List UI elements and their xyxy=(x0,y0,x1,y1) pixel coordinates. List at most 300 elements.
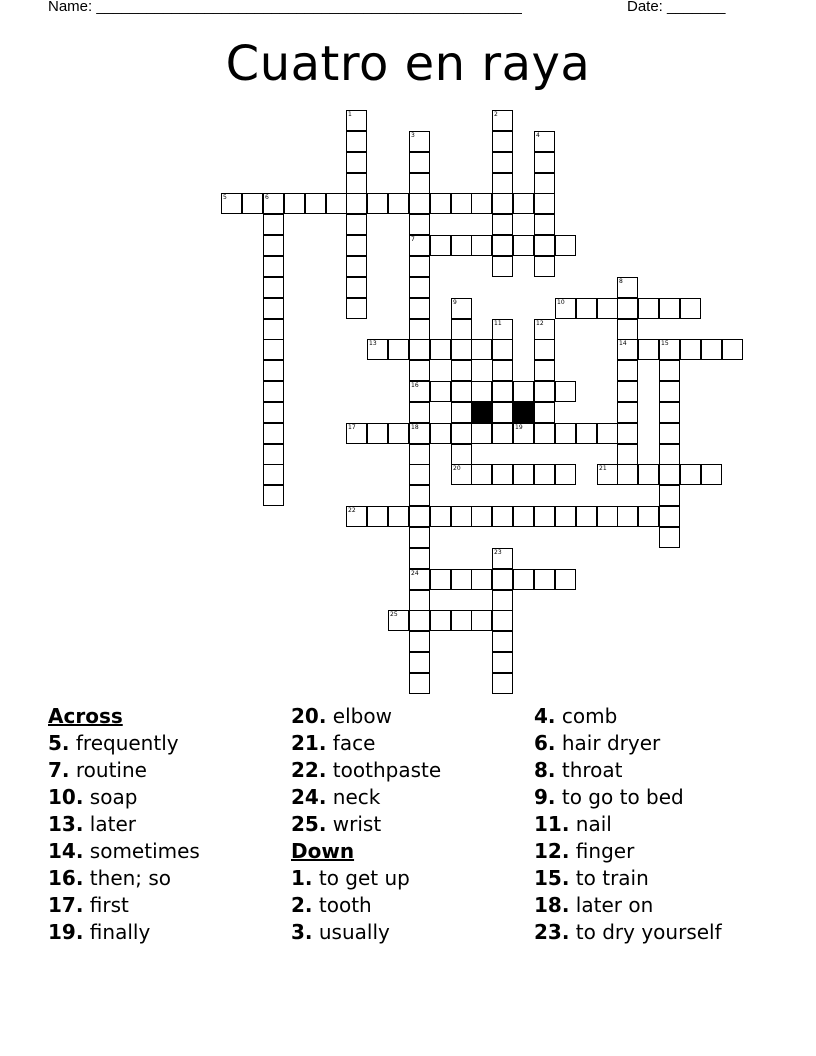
clue-item-number: 9. xyxy=(534,785,556,809)
clue-item xyxy=(534,757,722,784)
grid-cell[interactable] xyxy=(492,360,513,381)
grid-cell[interactable] xyxy=(451,235,472,256)
grid-cell[interactable] xyxy=(346,173,367,194)
grid-cell[interactable] xyxy=(513,235,534,256)
clue-item-text: sometimes xyxy=(83,839,200,863)
grid-cell[interactable] xyxy=(534,256,555,277)
grid-cell[interactable] xyxy=(346,423,367,444)
grid-cell[interactable] xyxy=(513,569,534,590)
grid-cell[interactable] xyxy=(409,235,430,256)
grid-cell[interactable] xyxy=(534,402,555,423)
grid-cell[interactable] xyxy=(659,423,680,444)
grid-cell[interactable] xyxy=(367,339,388,360)
grid-cell[interactable] xyxy=(659,402,680,423)
clue-item-text: throat xyxy=(555,758,623,782)
clue-item xyxy=(48,919,200,946)
grid-cell[interactable] xyxy=(409,319,430,340)
grid-cell[interactable] xyxy=(346,131,367,152)
clue-item-number: 14. xyxy=(48,839,84,863)
grid-cell[interactable] xyxy=(555,506,576,527)
clue-number: 14 xyxy=(619,340,627,347)
grid-cell[interactable] xyxy=(451,339,472,360)
grid-cell[interactable] xyxy=(617,381,638,402)
grid-cell[interactable] xyxy=(659,360,680,381)
clue-item-text: to go to bed xyxy=(555,785,684,809)
grid-cell[interactable] xyxy=(638,339,659,360)
grid-cell[interactable] xyxy=(471,610,492,631)
clue-item-text: frequently xyxy=(69,731,179,755)
grid-cell[interactable] xyxy=(346,152,367,173)
grid-cell[interactable] xyxy=(638,464,659,485)
clue-item-number: 19. xyxy=(48,920,84,944)
clue-item-text: then; so xyxy=(83,866,172,890)
grid-cell[interactable] xyxy=(492,673,513,694)
grid-cell[interactable] xyxy=(492,652,513,673)
clue-item-number: 1. xyxy=(291,866,313,890)
clue-item xyxy=(534,811,722,838)
grid-cell[interactable] xyxy=(471,235,492,256)
grid-cell[interactable] xyxy=(492,569,513,590)
grid-cell[interactable] xyxy=(388,339,409,360)
grid-cell[interactable] xyxy=(534,360,555,381)
clue-number: 25 xyxy=(390,611,398,618)
grid-cell[interactable] xyxy=(659,339,680,360)
clue-item-text: to get up xyxy=(312,866,410,890)
clue-item xyxy=(291,784,441,811)
grid-cell[interactable] xyxy=(513,381,534,402)
grid-cell[interactable] xyxy=(263,214,284,235)
grid-cell[interactable] xyxy=(409,631,430,652)
clue-item-number: 17. xyxy=(48,893,84,917)
grid-cell[interactable] xyxy=(409,485,430,506)
grid-cell[interactable] xyxy=(326,193,347,214)
grid-cell[interactable] xyxy=(617,298,638,319)
clue-item xyxy=(291,730,441,757)
clue-number: 11 xyxy=(494,320,502,327)
clue-item xyxy=(534,919,722,946)
clue-item xyxy=(534,730,722,757)
grid-cell[interactable] xyxy=(430,569,451,590)
clue-item-text: tooth xyxy=(312,893,372,917)
grid-cell[interactable] xyxy=(492,402,513,423)
grid-block xyxy=(513,402,534,423)
grid-cell[interactable] xyxy=(492,193,513,214)
grid-cell[interactable] xyxy=(284,193,305,214)
grid-cell[interactable] xyxy=(430,506,451,527)
clue-item xyxy=(534,784,722,811)
clue-item xyxy=(291,892,441,919)
clue-item xyxy=(48,730,200,757)
grid-cell[interactable] xyxy=(409,214,430,235)
grid-cell[interactable] xyxy=(451,298,472,319)
grid-cell[interactable] xyxy=(617,339,638,360)
grid-cell[interactable] xyxy=(451,569,472,590)
clue-number: 13 xyxy=(369,340,377,347)
grid-cell[interactable] xyxy=(409,152,430,173)
grid-cell[interactable] xyxy=(409,548,430,569)
grid-cell[interactable] xyxy=(430,193,451,214)
grid-cell[interactable] xyxy=(722,339,743,360)
grid-cell[interactable] xyxy=(451,360,472,381)
clue-item-number: 13. xyxy=(48,812,84,836)
grid-cell[interactable] xyxy=(680,298,701,319)
clue-item-text: finally xyxy=(83,920,151,944)
grid-cell[interactable] xyxy=(492,631,513,652)
clue-item-text: comb xyxy=(555,704,618,728)
clue-item-text: toothpaste xyxy=(326,758,442,782)
grid-cell[interactable] xyxy=(492,131,513,152)
grid-cell[interactable] xyxy=(263,444,284,465)
clue-item-number: 12. xyxy=(534,839,570,863)
clue-item-text: hair dryer xyxy=(555,731,661,755)
clue-item-text: soap xyxy=(83,785,138,809)
grid-cell[interactable] xyxy=(263,423,284,444)
grid-cell[interactable] xyxy=(617,402,638,423)
grid-cell[interactable] xyxy=(617,319,638,340)
grid-cell[interactable] xyxy=(534,173,555,194)
grid-cell[interactable] xyxy=(346,193,367,214)
grid-cell[interactable] xyxy=(492,339,513,360)
clue-number: 4 xyxy=(536,132,540,139)
grid-cell[interactable] xyxy=(492,173,513,194)
grid-cell[interactable] xyxy=(617,506,638,527)
clue-item-number: 11. xyxy=(534,812,570,836)
grid-cell[interactable] xyxy=(221,193,242,214)
clue-heading: Down xyxy=(291,839,355,863)
grid-cell[interactable] xyxy=(263,360,284,381)
grid-cell[interactable] xyxy=(263,235,284,256)
grid-cell[interactable] xyxy=(451,381,472,402)
grid-cell[interactable] xyxy=(409,423,430,444)
grid-cell[interactable] xyxy=(513,193,534,214)
clue-item-number: 23. xyxy=(534,920,570,944)
clue-number: 9 xyxy=(453,299,457,306)
grid-cell[interactable] xyxy=(492,506,513,527)
grid-cell[interactable] xyxy=(513,464,534,485)
clue-item xyxy=(48,757,200,784)
clue-number: 21 xyxy=(599,465,607,472)
clue-item xyxy=(534,865,722,892)
grid-cell[interactable] xyxy=(409,360,430,381)
grid-cell[interactable] xyxy=(409,131,430,152)
clue-item-number: 7. xyxy=(48,758,70,782)
grid-cell[interactable] xyxy=(451,193,472,214)
grid-cell[interactable] xyxy=(492,110,513,131)
grid-cell[interactable] xyxy=(263,381,284,402)
clue-item xyxy=(291,703,441,730)
grid-block xyxy=(471,402,492,423)
grid-cell[interactable] xyxy=(638,298,659,319)
grid-cell[interactable] xyxy=(555,298,576,319)
grid-cell[interactable] xyxy=(659,381,680,402)
grid-cell[interactable] xyxy=(242,193,263,214)
grid-cell[interactable] xyxy=(534,381,555,402)
clue-item xyxy=(291,919,441,946)
grid-cell[interactable] xyxy=(534,235,555,256)
grid-cell[interactable] xyxy=(430,381,451,402)
grid-cell[interactable] xyxy=(617,464,638,485)
grid-cell[interactable] xyxy=(492,381,513,402)
clue-item-number: 8. xyxy=(534,758,556,782)
clue-number: 16 xyxy=(411,382,419,389)
clue-item-text: later on xyxy=(569,893,654,917)
grid-cell[interactable] xyxy=(471,464,492,485)
grid-cell[interactable] xyxy=(451,402,472,423)
grid-cell[interactable] xyxy=(534,423,555,444)
grid-cell[interactable] xyxy=(409,381,430,402)
grid-cell[interactable] xyxy=(263,485,284,506)
grid-cell[interactable] xyxy=(388,506,409,527)
grid-cell[interactable] xyxy=(680,464,701,485)
clue-item-text: finger xyxy=(569,839,635,863)
clue-item xyxy=(48,811,200,838)
grid-cell[interactable] xyxy=(409,256,430,277)
grid-cell[interactable] xyxy=(534,319,555,340)
grid-cell[interactable] xyxy=(555,423,576,444)
grid-cell[interactable] xyxy=(263,193,284,214)
clue-number: 20 xyxy=(453,465,461,472)
clue-item-text: face xyxy=(326,731,376,755)
grid-cell[interactable] xyxy=(492,590,513,611)
grid-cell[interactable] xyxy=(346,235,367,256)
grid-cell[interactable] xyxy=(534,464,555,485)
grid-cell[interactable] xyxy=(451,444,472,465)
grid-cell[interactable] xyxy=(451,423,472,444)
grid-cell[interactable] xyxy=(409,339,430,360)
grid-cell[interactable] xyxy=(388,423,409,444)
grid-cell[interactable] xyxy=(534,506,555,527)
clue-item-text: first xyxy=(83,893,129,917)
clue-item-number: 15. xyxy=(534,866,570,890)
grid-cell[interactable] xyxy=(659,485,680,506)
grid-cell[interactable] xyxy=(617,360,638,381)
grid-cell[interactable] xyxy=(367,193,388,214)
clue-item-number: 20. xyxy=(291,704,327,728)
clue-item xyxy=(48,865,200,892)
grid-cell[interactable] xyxy=(471,423,492,444)
clue-item-number: 21. xyxy=(291,731,327,755)
grid-cell[interactable] xyxy=(409,464,430,485)
grid-cell[interactable] xyxy=(492,256,513,277)
grid-cell[interactable] xyxy=(534,214,555,235)
grid-cell[interactable] xyxy=(388,610,409,631)
grid-cell[interactable] xyxy=(346,506,367,527)
grid-cell[interactable] xyxy=(409,444,430,465)
clue-item xyxy=(534,703,722,730)
grid-cell[interactable] xyxy=(409,610,430,631)
grid-cell[interactable] xyxy=(346,298,367,319)
clue-item-number: 25. xyxy=(291,812,327,836)
clue-item xyxy=(48,892,200,919)
grid-cell[interactable] xyxy=(492,610,513,631)
clue-number: 5 xyxy=(223,194,227,201)
grid-cell[interactable] xyxy=(409,277,430,298)
page-title: Cuatro en raya xyxy=(225,36,591,92)
grid-cell[interactable] xyxy=(576,423,597,444)
grid-cell[interactable] xyxy=(555,381,576,402)
grid-cell[interactable] xyxy=(263,277,284,298)
grid-cell[interactable] xyxy=(555,464,576,485)
clue-item-text: neck xyxy=(326,785,381,809)
grid-cell[interactable] xyxy=(534,339,555,360)
grid-cell[interactable] xyxy=(492,423,513,444)
grid-cell[interactable] xyxy=(409,569,430,590)
clue-item-number: 10. xyxy=(48,785,84,809)
clue-number: 10 xyxy=(557,299,565,306)
grid-cell[interactable] xyxy=(492,235,513,256)
clue-item-number: 24. xyxy=(291,785,327,809)
grid-cell[interactable] xyxy=(346,110,367,131)
grid-cell[interactable] xyxy=(367,506,388,527)
clue-item-number: 6. xyxy=(534,731,556,755)
clue-item-number: 18. xyxy=(534,893,570,917)
grid-cell[interactable] xyxy=(492,152,513,173)
clue-number: 8 xyxy=(619,278,623,285)
clue-item xyxy=(291,865,441,892)
grid-cell[interactable] xyxy=(492,214,513,235)
grid-cell[interactable] xyxy=(513,506,534,527)
clue-item xyxy=(291,757,441,784)
grid-cell[interactable] xyxy=(534,569,555,590)
grid-cell[interactable] xyxy=(617,423,638,444)
clue-item xyxy=(48,838,200,865)
grid-cell[interactable] xyxy=(263,339,284,360)
grid-cell[interactable] xyxy=(451,506,472,527)
grid-cell[interactable] xyxy=(409,193,430,214)
grid-cell[interactable] xyxy=(451,319,472,340)
grid-cell[interactable] xyxy=(451,464,472,485)
grid-cell[interactable] xyxy=(597,423,618,444)
clue-number: 12 xyxy=(536,320,544,327)
clue-item xyxy=(48,784,200,811)
grid-cell[interactable] xyxy=(346,256,367,277)
grid-cell[interactable] xyxy=(409,527,430,548)
clue-item-number: 16. xyxy=(48,866,84,890)
grid-cell[interactable] xyxy=(367,423,388,444)
clue-number: 1 xyxy=(348,111,352,118)
clue-item-text: later xyxy=(83,812,136,836)
grid-cell[interactable] xyxy=(409,590,430,611)
grid-cell[interactable] xyxy=(430,339,451,360)
clue-number: 3 xyxy=(411,132,415,139)
clue-number: 2 xyxy=(494,111,498,118)
clue-column-2 xyxy=(291,703,441,946)
clue-column-1 xyxy=(48,703,200,946)
clue-number: 19 xyxy=(515,424,523,431)
grid-cell[interactable] xyxy=(492,319,513,340)
clue-item-text: usually xyxy=(312,920,390,944)
grid-cell[interactable] xyxy=(492,464,513,485)
clue-number: 23 xyxy=(494,549,502,556)
grid-cell[interactable] xyxy=(513,423,534,444)
grid-cell[interactable] xyxy=(659,298,680,319)
clue-number: 18 xyxy=(411,424,419,431)
grid-cell[interactable] xyxy=(471,506,492,527)
clue-number: 17 xyxy=(348,424,356,431)
date-field-label: Date: _______ xyxy=(627,0,726,15)
grid-cell[interactable] xyxy=(534,152,555,173)
grid-cell[interactable] xyxy=(430,423,451,444)
clue-number: 6 xyxy=(265,194,269,201)
clue-item xyxy=(534,838,722,865)
grid-cell[interactable] xyxy=(409,506,430,527)
grid-cell[interactable] xyxy=(659,506,680,527)
grid-cell[interactable] xyxy=(263,256,284,277)
grid-cell[interactable] xyxy=(576,298,597,319)
grid-cell[interactable] xyxy=(409,652,430,673)
grid-cell[interactable] xyxy=(471,193,492,214)
grid-cell[interactable] xyxy=(263,319,284,340)
grid-cell[interactable] xyxy=(263,298,284,319)
grid-cell[interactable] xyxy=(659,444,680,465)
grid-cell[interactable] xyxy=(617,277,638,298)
clue-item-text: nail xyxy=(569,812,612,836)
clue-item-text: wrist xyxy=(326,812,382,836)
grid-cell[interactable] xyxy=(680,339,701,360)
clue-item-text: to train xyxy=(569,866,649,890)
clue-column-3 xyxy=(534,703,722,946)
grid-cell[interactable] xyxy=(388,193,409,214)
clue-item-number: 22. xyxy=(291,758,327,782)
grid-cell[interactable] xyxy=(617,444,638,465)
grid-cell[interactable] xyxy=(471,569,492,590)
grid-cell[interactable] xyxy=(659,464,680,485)
clue-heading: Across xyxy=(48,704,123,728)
clue-number: 15 xyxy=(661,340,669,347)
grid-cell[interactable] xyxy=(430,235,451,256)
clue-item-number: 3. xyxy=(291,920,313,944)
clue-item-number: 4. xyxy=(534,704,556,728)
clue-item xyxy=(291,811,441,838)
grid-cell[interactable] xyxy=(451,610,472,631)
grid-cell[interactable] xyxy=(555,235,576,256)
grid-cell[interactable] xyxy=(409,298,430,319)
grid-cell[interactable] xyxy=(409,173,430,194)
grid-cell[interactable] xyxy=(430,610,451,631)
grid-cell[interactable] xyxy=(638,506,659,527)
grid-cell[interactable] xyxy=(534,193,555,214)
grid-cell[interactable] xyxy=(263,464,284,485)
grid-cell[interactable] xyxy=(597,298,618,319)
clue-item-text: elbow xyxy=(326,704,392,728)
clue-item-number: 2. xyxy=(291,893,313,917)
grid-cell[interactable] xyxy=(701,464,722,485)
grid-cell[interactable] xyxy=(534,131,555,152)
grid-cell[interactable] xyxy=(555,569,576,590)
clue-item-text: to dry yourself xyxy=(569,920,722,944)
grid-cell[interactable] xyxy=(346,277,367,298)
name-field-label: Name: ___________________________________________________ xyxy=(48,0,522,15)
grid-cell[interactable] xyxy=(597,464,618,485)
grid-cell[interactable] xyxy=(471,381,492,402)
grid-cell[interactable] xyxy=(471,339,492,360)
clue-number: 22 xyxy=(348,507,356,514)
grid-cell[interactable] xyxy=(492,548,513,569)
grid-cell[interactable] xyxy=(346,214,367,235)
clue-item-text: routine xyxy=(69,758,147,782)
grid-cell[interactable] xyxy=(659,527,680,548)
grid-cell[interactable] xyxy=(576,506,597,527)
grid-cell[interactable] xyxy=(597,506,618,527)
grid-cell[interactable] xyxy=(263,402,284,423)
clue-item xyxy=(534,892,722,919)
grid-cell[interactable] xyxy=(409,673,430,694)
grid-cell[interactable] xyxy=(409,402,430,423)
grid-cell[interactable] xyxy=(701,339,722,360)
clue-item-number: 5. xyxy=(48,731,70,755)
grid-cell[interactable] xyxy=(305,193,326,214)
clue-number: 24 xyxy=(411,570,419,577)
